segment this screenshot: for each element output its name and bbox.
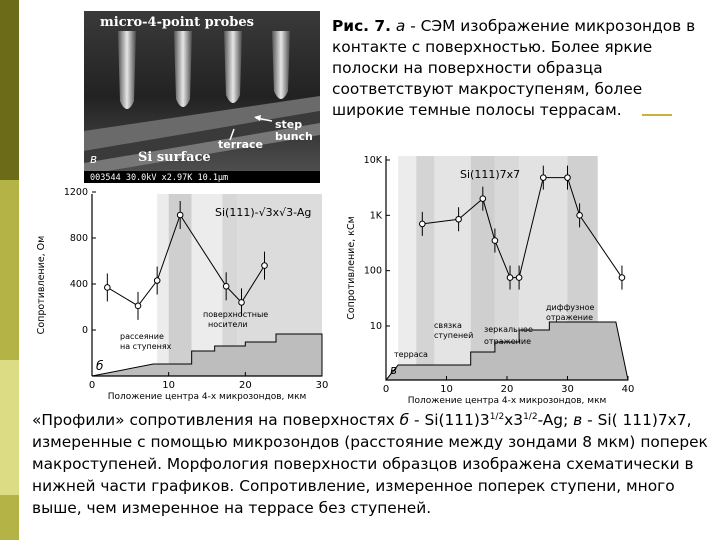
bottom-text-part: -Ag; bbox=[537, 411, 574, 429]
annotation-text: носители bbox=[208, 320, 248, 329]
y-tick-label: 400 bbox=[69, 279, 88, 290]
bottom-paragraph bbox=[32, 409, 712, 519]
accent-line bbox=[642, 114, 672, 116]
y-tick-label: 1200 bbox=[63, 187, 88, 198]
annotation-text: зеркальное bbox=[484, 325, 533, 334]
y-tick-label: 800 bbox=[69, 233, 88, 244]
chart-v bbox=[342, 152, 642, 404]
sem-title: micro-4-point probes bbox=[100, 15, 254, 30]
bottom-text-part: - Si( 111)7x7, измеренные с помощью микрозондов (расстояние между зондами 8 мкм) поперек макроступеней. Морфология поверхности образцов изображена схематически в нижней части графиков. Сопротивление, измеренное поперек ступени, много выше, чем измеренное на терраce без ступеней. bbox=[32, 411, 708, 517]
y-tick-label: 10 bbox=[369, 321, 382, 332]
y-tick-label: 100 bbox=[363, 265, 382, 277]
bottom-letter-v: в bbox=[573, 411, 583, 429]
chart-b bbox=[30, 186, 330, 404]
sidebar-band-3 bbox=[0, 360, 19, 495]
bottom-text-part: - Si(111)3 bbox=[409, 411, 490, 429]
data-point bbox=[507, 275, 513, 281]
data-point bbox=[223, 284, 229, 290]
sidebar-band-2 bbox=[0, 180, 19, 360]
sem-label-step: step bbox=[275, 118, 303, 131]
panel-letter: в bbox=[390, 363, 398, 377]
background-band bbox=[434, 156, 470, 380]
bottom-sup: 1/2 bbox=[489, 411, 505, 422]
x-tick-label: 0 bbox=[382, 384, 390, 395]
annotation-text: рассеяние bbox=[120, 332, 164, 341]
caption-text: - СЭМ изображение микрозондов в контакте с поверхностью. Более яркие полоски на поверхности образца соответствуют макроступеням, более широкие темные полосы террасам. bbox=[332, 17, 696, 119]
x-tick-label: 40 bbox=[621, 384, 635, 395]
data-point bbox=[516, 275, 522, 281]
background-band bbox=[398, 156, 416, 380]
bottom-sup: 1/2 bbox=[523, 411, 538, 422]
bottom-text-part: «Профили» сопротивления на поверхностях bbox=[32, 411, 400, 429]
data-point bbox=[456, 216, 462, 222]
background-band bbox=[416, 156, 434, 380]
data-point bbox=[262, 263, 268, 269]
bottom-letter-b: б bbox=[399, 411, 410, 429]
x-axis-label: Положение центра 4-х микрозондов, мкм bbox=[107, 392, 307, 402]
sidebar-color-bar bbox=[0, 0, 19, 540]
caption-letter: а bbox=[395, 17, 406, 35]
x-tick-label: 30 bbox=[315, 380, 329, 391]
data-point bbox=[565, 175, 571, 181]
annotation-text: на ступенях bbox=[120, 342, 172, 351]
sidebar-band-1 bbox=[0, 0, 19, 180]
y-tick-label: 0 bbox=[81, 325, 88, 336]
y-axis-label: Сопротивление, кСм bbox=[346, 216, 357, 320]
sem-footer: 003544 30.0kV x2.97K 10.1μm bbox=[90, 173, 229, 183]
caption-fig-number: Рис. 7. bbox=[332, 17, 391, 35]
y-tick-label: 1K bbox=[369, 210, 382, 222]
annotation-text: поверхностные bbox=[203, 310, 269, 319]
data-point bbox=[239, 300, 245, 306]
data-point bbox=[577, 213, 583, 219]
x-tick-label: 10 bbox=[440, 384, 453, 395]
data-point bbox=[420, 221, 426, 227]
x-axis-label: Положение центра 4-х микрозондов, мкм bbox=[407, 396, 607, 406]
data-point bbox=[105, 285, 111, 291]
series-label: Si(111)7x7 bbox=[460, 168, 521, 181]
data-point bbox=[541, 175, 547, 181]
panel-letter: б bbox=[96, 359, 104, 373]
annotation-text: связка bbox=[434, 321, 462, 330]
data-point bbox=[619, 275, 625, 281]
data-point bbox=[480, 196, 486, 202]
x-tick-label: 30 bbox=[561, 384, 574, 395]
data-point bbox=[492, 238, 498, 244]
bottom-text-part: x3 bbox=[504, 411, 524, 429]
y-axis-label: Сопротивление, Ом bbox=[36, 235, 47, 335]
x-tick-label: 20 bbox=[500, 384, 514, 395]
x-tick-label: 20 bbox=[238, 380, 252, 391]
sidebar-band-4 bbox=[0, 495, 19, 540]
sem-label-bunch: bunch bbox=[275, 130, 313, 143]
annotation-text: диффузное bbox=[546, 303, 595, 312]
annotation-text: отражение bbox=[484, 337, 532, 346]
chart-v-svg bbox=[342, 152, 642, 404]
x-tick-label: 0 bbox=[88, 380, 96, 391]
data-point bbox=[154, 278, 160, 284]
annotation-text: ступеней bbox=[434, 331, 474, 340]
data-point bbox=[177, 212, 183, 218]
y-tick-label: 10K bbox=[363, 155, 382, 166]
sem-image bbox=[84, 11, 320, 183]
annotation-text: отражение bbox=[546, 313, 594, 322]
data-point bbox=[135, 303, 141, 309]
sem-label-surface: Si surface bbox=[138, 150, 211, 165]
sem-panel-letter: в bbox=[90, 152, 98, 166]
chart-b-svg bbox=[30, 186, 330, 404]
sem-label-terrace: terrace bbox=[218, 138, 263, 151]
figure-caption bbox=[332, 16, 717, 121]
series-label: Si(111)-√3x√3-Ag bbox=[215, 206, 312, 219]
x-tick-label: 10 bbox=[162, 380, 176, 391]
annotation-text: терраса bbox=[394, 350, 428, 359]
